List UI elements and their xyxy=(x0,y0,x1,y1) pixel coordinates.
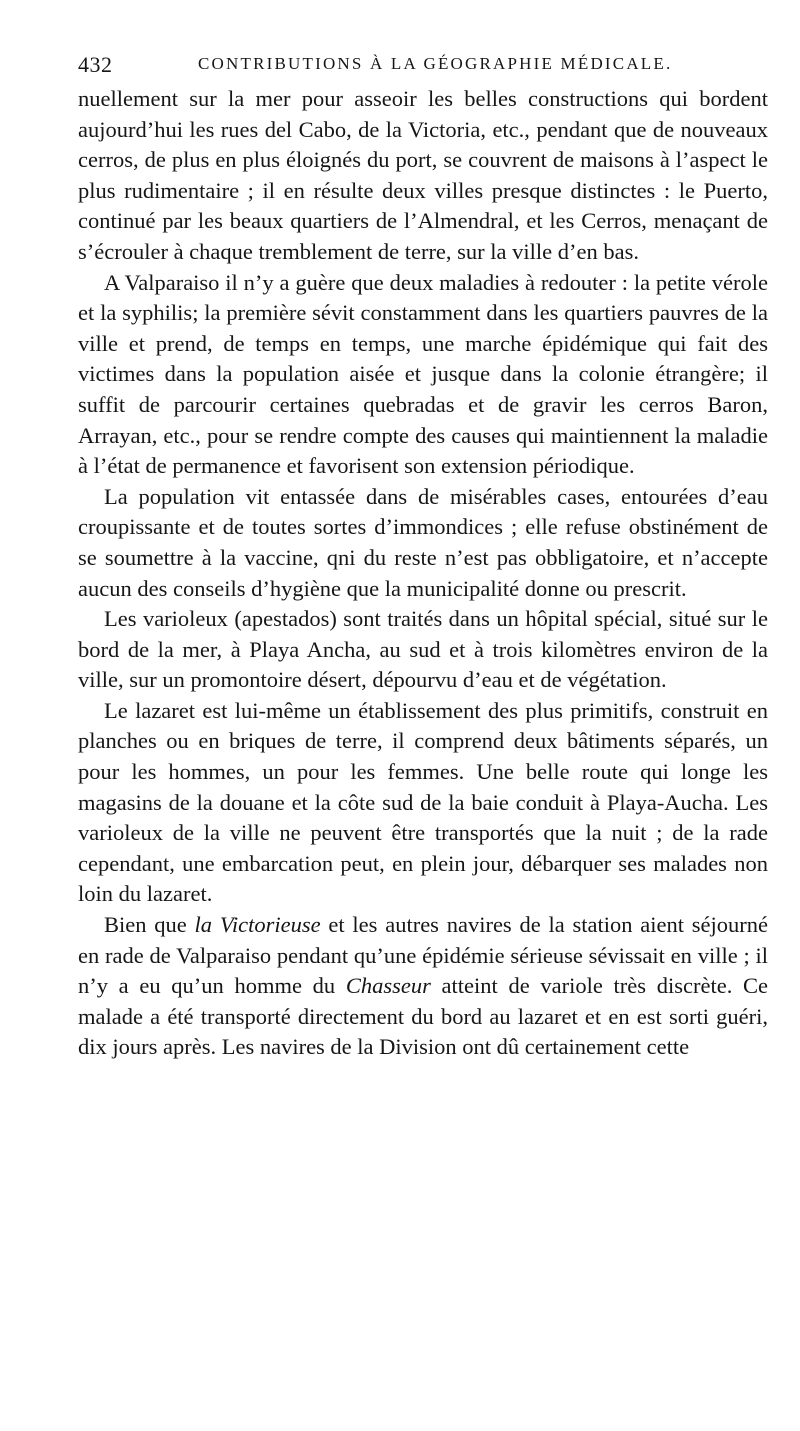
paragraph-lazaret: Le lazaret est lui-même un établissement des plus primitifs, construit en planches ou en briques de terre, il comprend deux bâtiments séparés, un pour les hommes, un pour les femmes. Une belle route qui longe les magasins de la douane et la côte sud de la baie conduit à Playa-Aucha. Les varioleux de la ville ne peuvent être transportés que la nuit ; de la rade cependant, une embarcation peut, en plein jour, débarquer ses malades non loin du lazaret. xyxy=(78,697,768,907)
body-text xyxy=(78,84,768,1063)
text-segment: et les autres navires de la station aient séjourné en rade de Valparaiso pendant qu’une épidémie sérieuse sévissait en ville ; il n’y a eu qu’un homme du xyxy=(78,912,768,999)
paragraph-continuation: nuellement sur la mer pour asseoir les belles constructions qui bordent aujourd’hui les rues del Cabo, de la Victoria, etc., pendant que de nouveaux cerros, de plus en plus éloignés du port, se couvrent de maisons à l’aspect le plus rudimentaire ; il en résulte deux villes presque distinctes : le Puerto, continué par les beaux quartiers de l’Almendral, et les Cerros, menaçant de s’écrouler à chaque tremblement de terre, sur la ville d’en bas. xyxy=(78,86,768,264)
paragraph-hospital: Les varioleux (apestados) sont traités dans un hôpital spécial, situé sur le bord de la mer, à Playa Ancha, au sud et à trois kilomètres environ de la ville, sur un promontoire désert, dépourvu d’eau et de végétation. xyxy=(78,606,768,693)
ship-name-chasseur: Chasseur xyxy=(345,973,431,999)
paragraph-ships xyxy=(78,910,768,1063)
paragraph-population: La population vit entassée dans de misérables cases, entourées d’eau croupissante et de toutes sortes d’immondices ; elle refuse obstinément de se soumettre à la vaccine, qni du reste n’est pas obbligatoire, et n’accepte aucun des conseils d’hygiène que la municipalité donne ou prescrit. xyxy=(78,483,768,601)
running-head xyxy=(78,52,768,82)
page-number: 432 xyxy=(78,52,113,77)
running-title: CONTRIBUTIONS À LA GÉOGRAPHIE MÉDICALE. xyxy=(198,54,673,73)
paragraph-diseases: A Valparaiso il n’y a guère que deux maladies à redouter : la petite vérole et la syphilis; la première sévit constamment dans les quartiers pauvres de la ville et prend, de temps en temps, une marche épidémique qui fait des victimes dans la population aisée et jusque dans la colonie étrangère; il suffit de parcourir certaines quebradas et de gravir les cerros Baron, Arrayan, etc., pour se rendre compte des causes qui maintiennent la maladie à l’état de permanence et favorisent son extension périodique. xyxy=(78,269,768,479)
text-segment: Bien que xyxy=(104,912,195,938)
text-segment: atteint de variole très discrète. Ce malade a été transporté directement du bord au lazaret et en est sorti guéri, dix jours après. Les navires de la Division ont dû certainement cette xyxy=(78,973,768,1060)
ship-name-victorieuse: la Victorieuse xyxy=(194,912,321,938)
